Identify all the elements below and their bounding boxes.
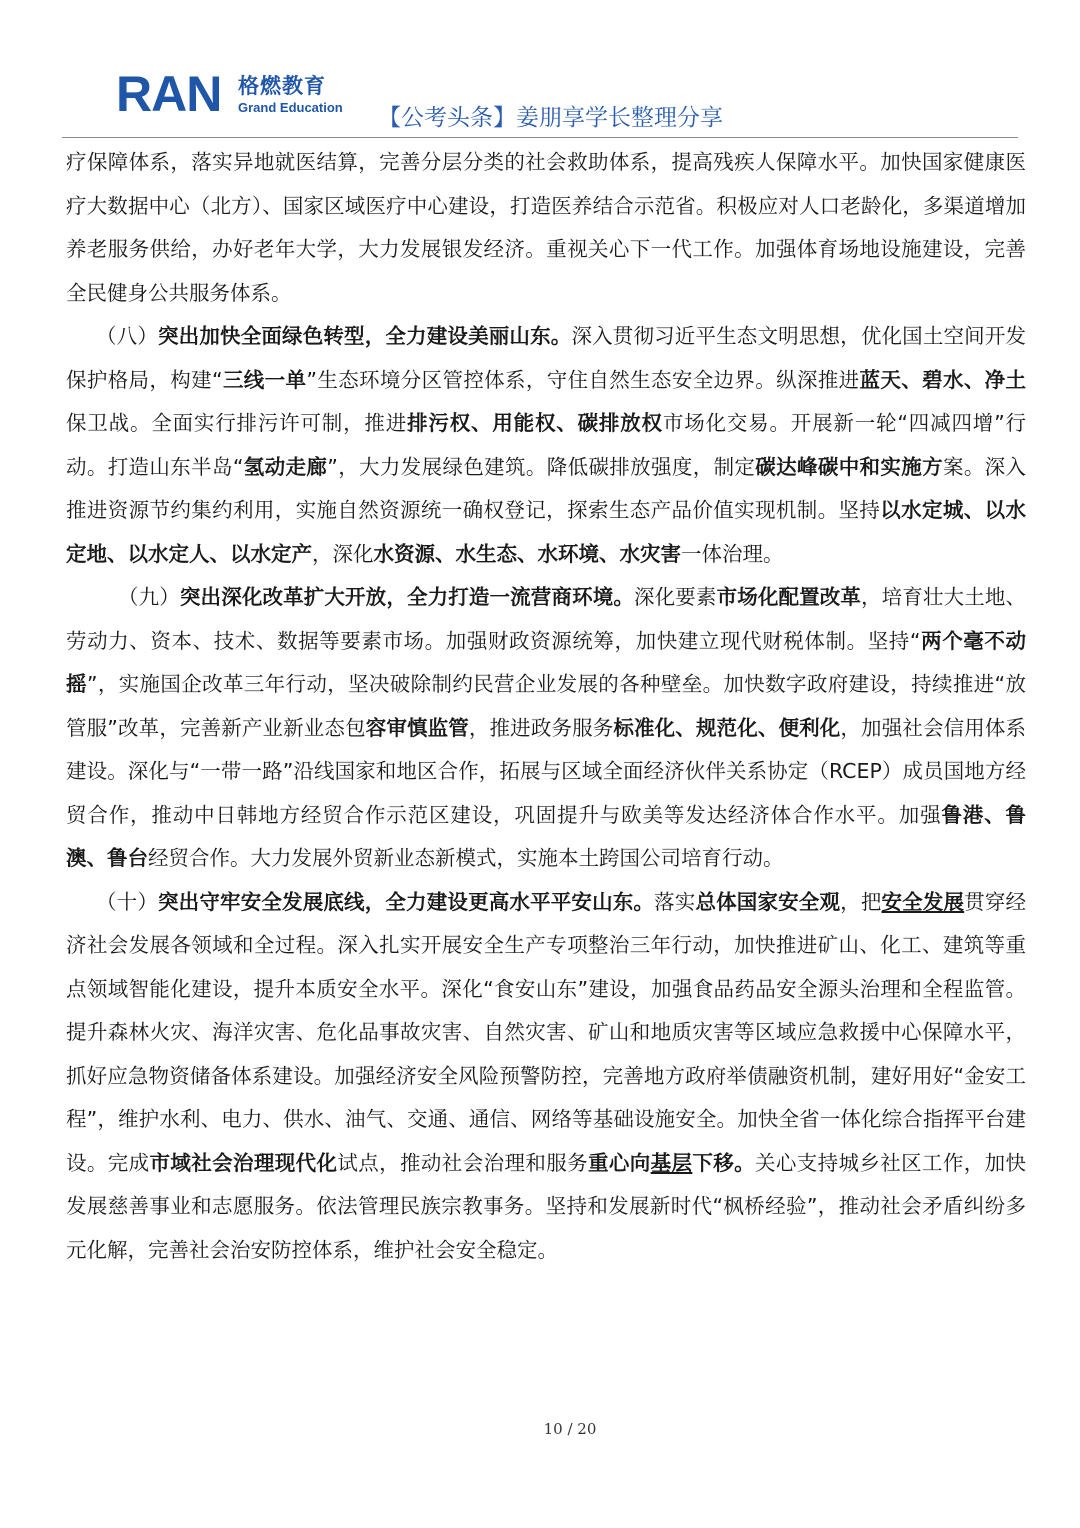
paragraph-4: （十）突出守牢安全发展底线，全力建设更高水平平安山东。落实总体国家安全观，把安全发展贯穿经济社会发展各领域和全过程。深入扎实开展安全生产专项整治三年行动，加快推进矿山、化工、建筑等重点领域智能化建设，提升本质安全水平。深化“食安山东”建设，加强食品药品安全源头治理和全程监管。提升森林火灾、海洋灾害、危化品事故灾害、自然灾害、矿山和地质灾害等区域应急救援中心保障水平，抓好应急物资储备体系建设。加强经济安全风险预警防控，完善地方政府举债融资机制，建好用好“金安工程”，维护水利、电力、供水、油气、交通、通信、网络等基础设施安全。加快全省一体化综合指挥平台建设。完成市域社会治理现代化试点，推动社会治理和服务重心向基层下移。关心支持城乡社区工作，加快发展慈善事业和志愿服务。依法管理民族宗教事务。坚持和发展新时代“枫桥经验”，推动社会矛盾纠纷多元化解，完善社会治安防控体系，维护社会安全稳定。: [66, 889, 1027, 1262]
brand-logo: [116, 66, 356, 130]
emphasis-text: 市场化配置改革: [716, 585, 862, 609]
emphasis-text: 下移。: [692, 1150, 756, 1175]
emphasis-text: 以水定城、以水定地、以水定人、以水定产: [66, 498, 1027, 566]
emphasis-text: 突出守牢安全发展底线，全力建设更高水平平安山东。: [158, 889, 655, 914]
header-subtitle: 【公考头条】姜朋享学长整理分享: [378, 105, 723, 131]
emphasis-text: 鲁港、鲁澳、鲁台: [66, 802, 1027, 870]
paragraph-1: 疗保障体系，落实异地就医结算，完善分层分类的社会救助体系，提高残疾人保障水平。加快国家健康医疗大数据中心（北方）、国家区域医疗中心建设，打造医养结合示范省。积极应对人口老龄化，多渠道增加养老服务供给，办好老年大学，大力发展银发经济。重视关心下一代工作。加强体育场地设施建设，完善全民健身公共服务体系。: [66, 150, 1026, 305]
emphasis-text: 水资源、水生态、水环境、水灾害: [373, 541, 681, 566]
emphasis-text: 市域社会治理现代化: [149, 1150, 338, 1175]
emphasis-text: 两个毫不动摇: [66, 628, 1027, 696]
logo-chinese-name: 格燃教育: [238, 74, 326, 98]
emphasis-text: 碳达峰碳中和实施方: [755, 454, 943, 479]
page-number: 10 / 20: [543, 1420, 597, 1438]
header-divider: [62, 137, 1018, 138]
paragraph-3: （九）突出深化改革扩大开放，全力打造一流营商环境。深化要素市场化配置改革，培育壮大土地、劳动力、资本、技术、数据等要素市场。加强财政资源统筹，加快建立现代财税体制。坚持“两个毫不动摇”，实施国企改革三年行动，坚决破除制约民营企业发展的各种壁垒。加快数字政府建设，持续推进“放管服”改革，完善新产业新业态包容审慎监管，推进政务服务标准化、规范化、便利化，加强社会信用体系建设。深化与“一带一路”沿线国家和地区合作，拓展与区域全面经济伙伴关系协定（RCEP）成员国地方经贸合作，推动中日韩地方经贸合作示范区建设，巩固提升与欧美等发达经济体合作水平。加强鲁港、鲁澳、鲁台经贸合作。大力发展外贸新业态新模式，实施本土跨国公司培育行动。: [66, 585, 1027, 870]
logo-wordmark: RAN: [116, 66, 222, 122]
emphasis-text: 基层: [650, 1150, 693, 1175]
emphasis-text: 突出加快全面绿色转型，全力建设美丽山东。: [158, 324, 572, 348]
emphasis-text: 三线一单: [222, 367, 307, 392]
emphasis-text: 安全发展: [881, 889, 965, 914]
emphasis-text: 氢动走廊: [243, 454, 328, 479]
emphasis-text: 突出深化改革扩大开放，全力打造一流营商环境。: [179, 585, 634, 609]
emphasis-text: 排污权、用能权、碳排放权: [407, 411, 663, 435]
logo-english-name: Grand Education: [238, 100, 343, 115]
emphasis-text: 总体国家安全观: [695, 889, 841, 914]
emphasis-text: 标准化、规范化、便利化: [613, 715, 841, 740]
emphasis-text: 重心向: [587, 1150, 651, 1175]
emphasis-text: 蓝天、碧水、净土: [859, 367, 1027, 392]
paragraph-2: （八）突出加快全面绿色转型，全力建设美丽山东。深入贯彻习近平生态文明思想，优化国土空间开发保护格局，构建“三线一单”生态环境分区管控体系，守住自然生态安全边界。纵深推进蓝天、碧水、净土保卫战。全面实行排污许可制，推进排污权、用能权、碳排放权市场化交易。开展新一轮“四减四增”行动。打造山东半岛“氢动走廊”，大力发展绿色建筑。降低碳排放强度，制定碳达峰碳中和实施方案。深入推进资源节约集约利用，实施自然资源统一确权登记，探索生态产品价值实现机制。坚持以水定城、以水定地、以水定人、以水定产，深化水资源、水生态、水环境、水灾害一体治理。: [66, 324, 1027, 566]
document-body: [66, 141, 1026, 1272]
emphasis-text: 容审慎监管: [365, 715, 469, 740]
